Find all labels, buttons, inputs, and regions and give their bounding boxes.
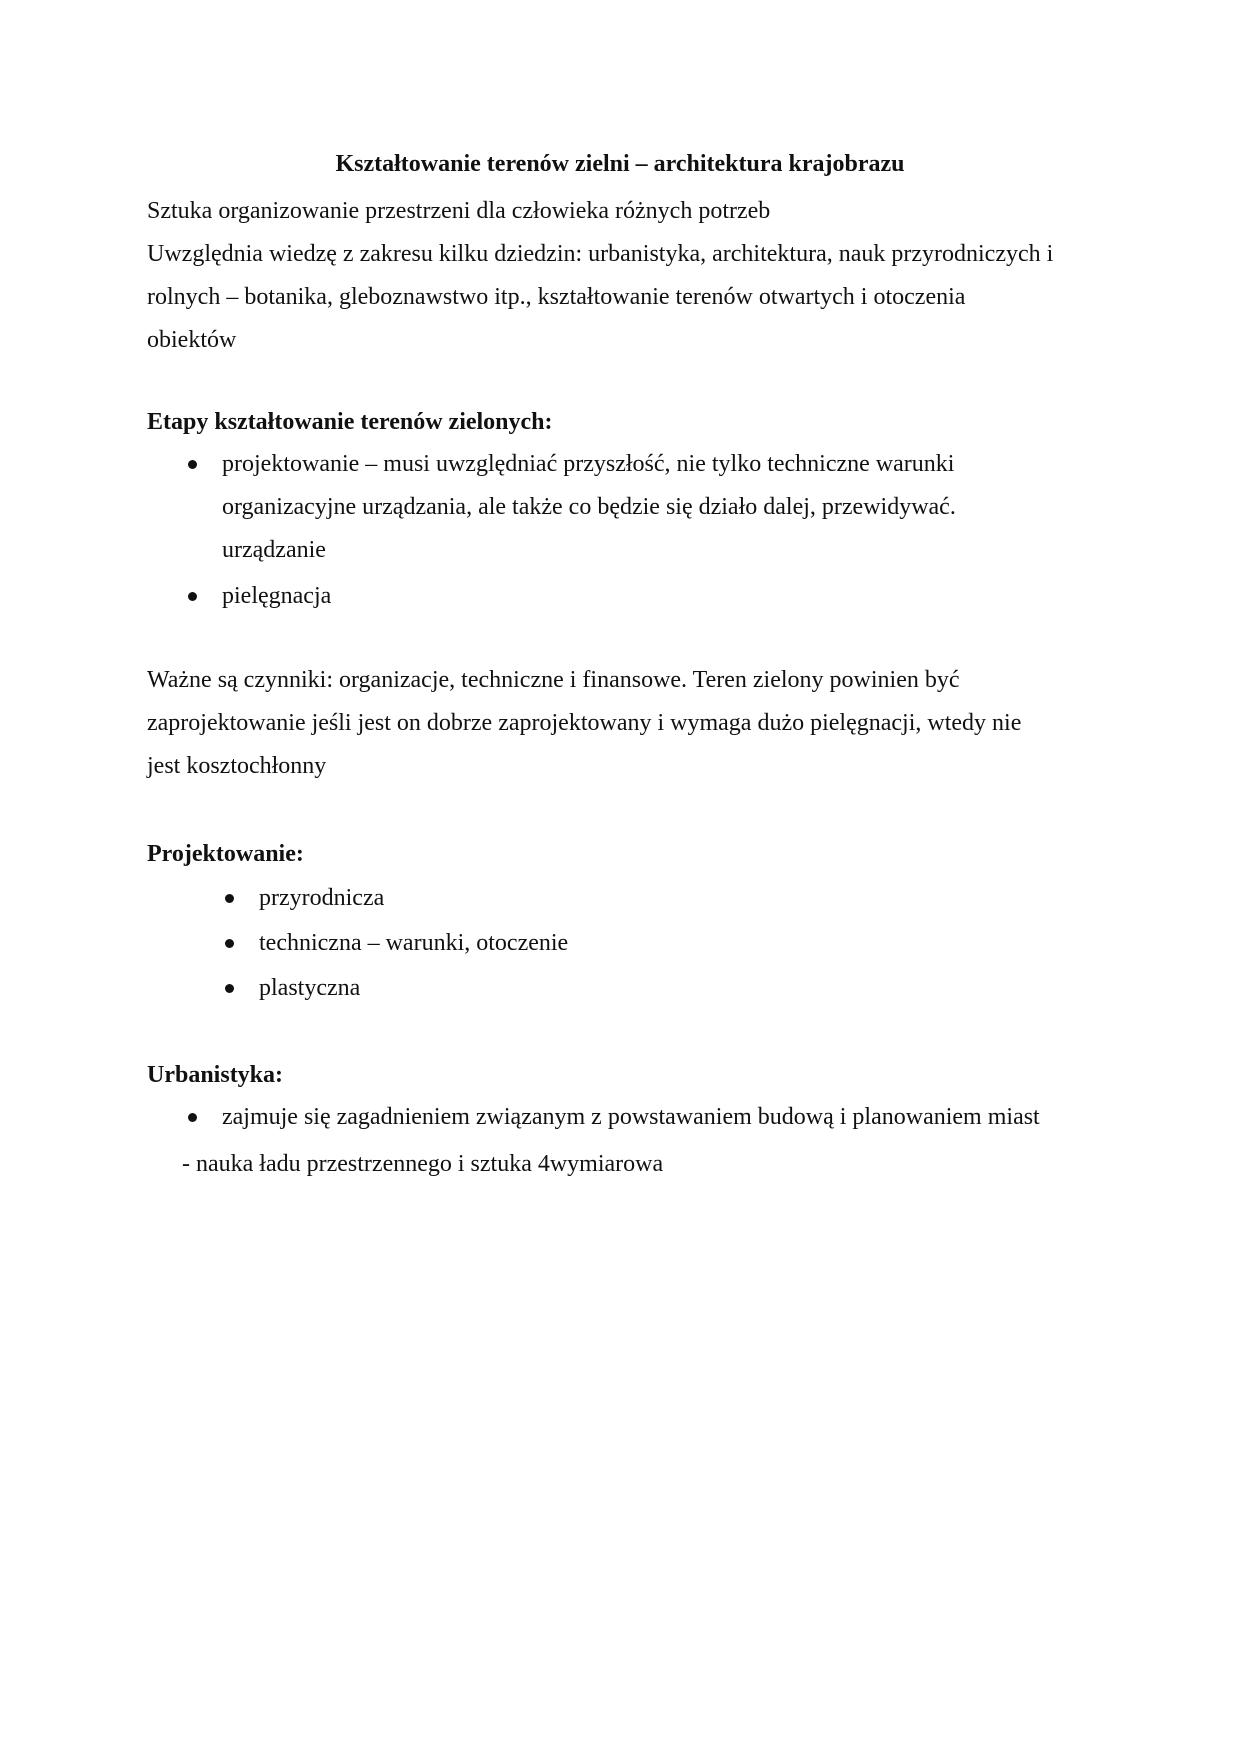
intro-line: rolnych – botanika, gleboznawstwo itp., kształtowanie terenów otwartych i otoczenia	[147, 284, 966, 310]
list-item-line: urządzanie	[222, 537, 326, 563]
section-heading-etapy: Etapy kształtowanie terenów zielonych:	[147, 409, 553, 435]
list-item-label: pielęgnacja	[222, 583, 332, 609]
list-item	[259, 921, 568, 966]
list-item-line: projektowanie – musi uwzględniać przyszłość, nie tylko techniczne warunki	[222, 451, 955, 477]
list-item	[259, 876, 568, 921]
list-item-label: przyrodnicza	[259, 885, 385, 911]
etapy-list	[222, 443, 956, 618]
intro-line: Uwzględnia wiedzę z zakresu kilku dziedzin: urbanistyka, architektura, nauk przyrodniczych i	[147, 241, 1054, 267]
intro-paragraph	[147, 190, 1107, 362]
list-item-label: zajmuje się zagadnieniem związanym z powstawaniem budową i planowaniem miast	[222, 1104, 1040, 1130]
list-item	[222, 443, 956, 572]
bullet-icon	[188, 1113, 197, 1122]
list-item-line: organizacyjne urządzania, ale także co będzie się działo dalej, przewidywać.	[222, 494, 956, 520]
factors-paragraph	[147, 659, 1107, 788]
dash-line: - nauka ładu przestrzennego i sztuka 4wymiarowa	[182, 1151, 664, 1177]
section-heading-projektowanie: Projektowanie:	[147, 841, 304, 867]
intro-line: Sztuka organizowanie przestrzeni dla człowieka różnych potrzeb	[147, 198, 771, 224]
bullet-icon	[188, 592, 197, 601]
document-title: Kształtowanie terenów zielni – architektura krajobrazu	[335, 151, 905, 177]
paragraph-line: zaprojektowanie jeśli jest on dobrze zaprojektowany i wymaga dużo pielęgnacji, wtedy nie	[147, 710, 1022, 736]
list-item-label: plastyczna	[259, 975, 361, 1001]
paragraph-line: Ważne są czynniki: organizacje, techniczne i finansowe. Teren zielony powinien być	[147, 667, 960, 693]
section-heading-urbanistyka: Urbanistyka:	[147, 1062, 284, 1088]
list-item	[222, 1096, 1040, 1139]
list-item	[222, 575, 956, 618]
projektowanie-list	[259, 876, 568, 1011]
urbanistyka-list	[222, 1096, 1040, 1139]
paragraph-line: jest kosztochłonny	[147, 753, 327, 779]
list-item-label: techniczna – warunki, otoczenie	[259, 930, 569, 956]
bullet-icon	[225, 984, 234, 993]
bullet-icon	[225, 894, 234, 903]
list-item	[259, 966, 568, 1011]
bullet-icon	[225, 939, 234, 948]
intro-line: obiektów	[147, 327, 237, 353]
bullet-icon	[188, 460, 197, 469]
